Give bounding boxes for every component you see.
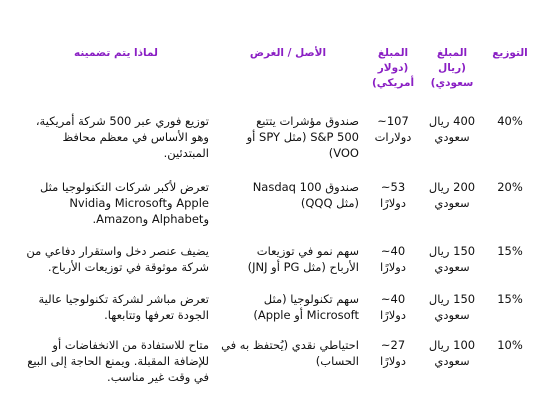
cell-why (19, 179, 213, 241)
table-row (19, 179, 539, 241)
cell-amount-usd (363, 291, 423, 337)
asset-value: احتياطي نقدي (يُحتفظ به في الحساب) (221, 338, 359, 368)
cell-amount-usd (363, 337, 423, 395)
table-row (19, 337, 539, 395)
asset-value: سهم نمو في توزيعات الأرباح (مثل PG أو JNJ) (247, 244, 359, 274)
amount-usd-value: 40~ دولارًا (380, 292, 406, 322)
amount-sar-value: 200 ريال سعودي (428, 180, 476, 210)
allocation-value: 20% (497, 180, 523, 194)
header-why: لماذا يتم تضمينه (74, 47, 158, 59)
header-amount-usd: المبلغ (دولار أمريكي) (371, 47, 415, 89)
why-value: يضيف عنصر دخل واستقرار دفاعي من شركة موثوقة في توزيعات الأرباح. (26, 244, 209, 274)
cell-amount-sar (423, 291, 481, 337)
allocation-value: 15% (497, 244, 523, 258)
amount-sar-value: 400 ريال سعودي (428, 114, 476, 144)
asset-value: سهم تكنولوجيا (مثل Microsoft أو Apple) (253, 292, 359, 322)
amount-usd-value: 40~ دولارًا (380, 244, 406, 274)
why-value: متاح للاستفادة من الانخفاضات أو للإضافة المقبلة. ويمنع الحاجة إلى البيع في وقت غير مناسب. (27, 338, 209, 384)
cell-amount-usd (363, 241, 423, 291)
cell-amount-sar (423, 179, 481, 241)
cell-asset (213, 291, 363, 337)
allocation-value: 40% (497, 114, 523, 128)
asset-value: صندوق مؤشرات يتتبع S&P 500 (مثل SPY أو VOO) (246, 114, 359, 160)
cell-allocation (481, 109, 539, 179)
asset-value: صندوق Nasdaq 100 (مثل QQQ) (252, 180, 359, 210)
amount-usd-value: 27~ دولارًا (380, 338, 406, 368)
header-asset: الأصل / الغرض (249, 47, 327, 59)
cell-amount-usd (363, 109, 423, 179)
cell-asset (213, 337, 363, 395)
cell-asset (213, 179, 363, 241)
table-row (19, 109, 539, 179)
cell-allocation (481, 179, 539, 241)
cell-why (19, 241, 213, 291)
amount-sar-value: 150 ريال سعودي (428, 292, 476, 322)
cell-asset (213, 241, 363, 291)
cell-why (19, 291, 213, 337)
cell-amount-usd (363, 179, 423, 241)
table-row (19, 241, 539, 291)
table-row (19, 291, 539, 337)
cell-amount-sar (423, 241, 481, 291)
amount-usd-value: 53~ دولارًا (380, 180, 406, 210)
why-value: تعرض لأكبر شركات التكنولوجيا مثل Apple وMicrosoft وNvidia وAlphabet وAmazon. (39, 180, 209, 226)
cell-allocation (481, 241, 539, 291)
why-value: توزيع فوري عبر 500 شركة أمريكية، وهو الأساس في معظم محافظ المبتدئين. (35, 114, 209, 160)
allocation-value: 15% (497, 292, 523, 306)
cell-why (19, 337, 213, 395)
cell-amount-sar (423, 337, 481, 395)
amount-usd-value: 107~ دولارات (374, 114, 412, 144)
cell-amount-sar (423, 109, 481, 179)
cell-allocation (481, 291, 539, 337)
header-allocation: التوزيع (492, 47, 528, 59)
cell-asset (213, 109, 363, 179)
amount-sar-value: 150 ريال سعودي (428, 244, 476, 274)
amount-sar-value: 100 ريال سعودي (428, 338, 476, 368)
table-header-row (19, 40, 539, 109)
allocation-value: 10% (497, 338, 523, 352)
cell-why (19, 109, 213, 179)
allocation-table (19, 40, 539, 395)
header-amount-sar: المبلغ (ريال سعودي) (430, 47, 474, 89)
why-value: تعرض مباشر لشركة تكنولوجيا عالية الجودة تعرفها وتتابعها. (38, 292, 209, 322)
cell-allocation (481, 337, 539, 395)
